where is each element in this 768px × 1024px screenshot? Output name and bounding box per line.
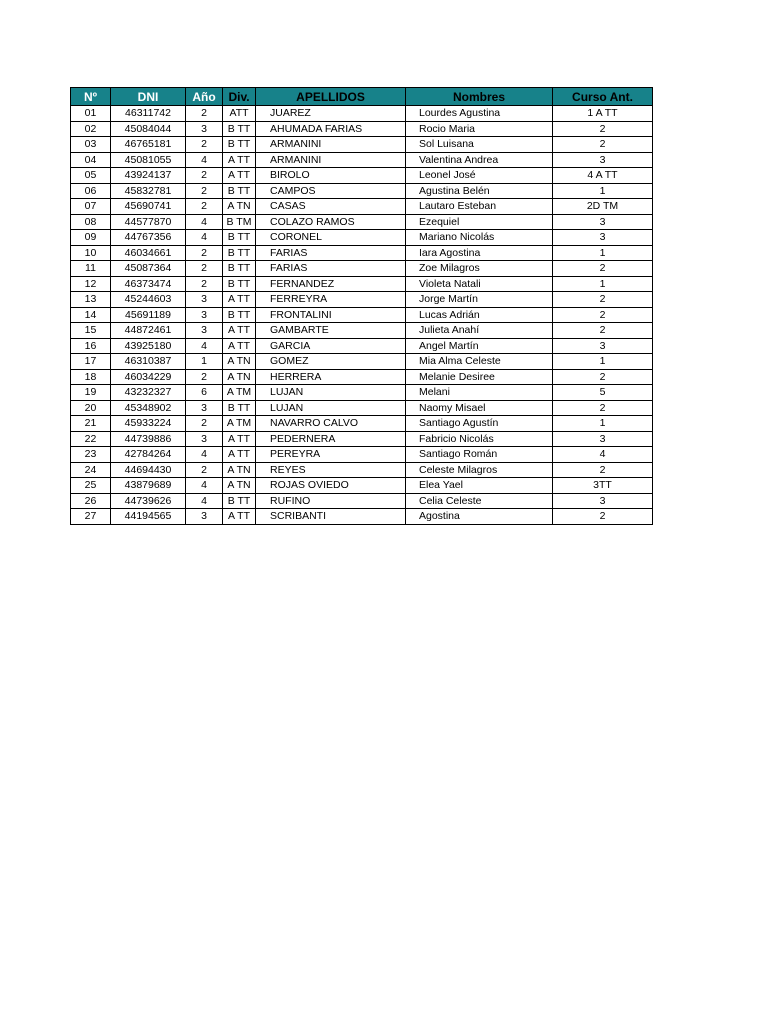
previous-course-cell: 3 (553, 152, 653, 168)
year-cell: 2 (186, 369, 223, 385)
dni-cell: 42784264 (111, 447, 186, 463)
row-number-cell: 01 (71, 106, 111, 122)
surnames-cell: AHUMADA FARIAS (256, 121, 406, 137)
row-number-cell: 03 (71, 137, 111, 153)
row-number-cell: 08 (71, 214, 111, 230)
previous-course-cell: 1 (553, 416, 653, 432)
previous-course-cell: 2 (553, 261, 653, 277)
division-cell: A TN (223, 354, 256, 370)
table-row (71, 106, 653, 122)
names-cell: Zoe Milagros (406, 261, 553, 277)
header-row (71, 88, 653, 106)
names-cell: Santiago Agustín (406, 416, 553, 432)
surnames-cell: REYES (256, 462, 406, 478)
row-number-cell: 27 (71, 509, 111, 525)
surnames-cell: ARMANINI (256, 152, 406, 168)
row-number-cell: 10 (71, 245, 111, 261)
previous-course-cell: 3 (553, 431, 653, 447)
names-cell: Ezequiel (406, 214, 553, 230)
surnames-cell: PEREYRA (256, 447, 406, 463)
row-number-cell: 25 (71, 478, 111, 494)
dni-cell: 45244603 (111, 292, 186, 308)
year-cell: 4 (186, 493, 223, 509)
row-number-cell: 05 (71, 168, 111, 184)
year-cell: 3 (186, 509, 223, 525)
division-cell: B TT (223, 137, 256, 153)
col-number-header: Nº (71, 88, 111, 106)
names-cell: Fabricio Nicolás (406, 431, 553, 447)
division-cell: B TT (223, 230, 256, 246)
table-row (71, 416, 653, 432)
previous-course-cell: 3TT (553, 478, 653, 494)
table-row (71, 431, 653, 447)
year-cell: 2 (186, 199, 223, 215)
surnames-cell: HERRERA (256, 369, 406, 385)
names-cell: Sol Luisana (406, 137, 553, 153)
table-row (71, 214, 653, 230)
table-row (71, 199, 653, 215)
previous-course-cell: 1 (553, 354, 653, 370)
names-cell: Melani (406, 385, 553, 401)
division-cell: B TT (223, 400, 256, 416)
previous-course-cell: 3 (553, 338, 653, 354)
previous-course-cell: 4 A TT (553, 168, 653, 184)
year-cell: 2 (186, 462, 223, 478)
year-cell: 6 (186, 385, 223, 401)
row-number-cell: 12 (71, 276, 111, 292)
division-cell: B TT (223, 183, 256, 199)
previous-course-cell: 2 (553, 292, 653, 308)
table-row (71, 183, 653, 199)
dni-cell: 45084044 (111, 121, 186, 137)
table-row (71, 447, 653, 463)
row-number-cell: 09 (71, 230, 111, 246)
names-cell: Mariano Nicolás (406, 230, 553, 246)
row-number-cell: 21 (71, 416, 111, 432)
previous-course-cell: 2 (553, 462, 653, 478)
surnames-cell: FRONTALINI (256, 307, 406, 323)
row-number-cell: 14 (71, 307, 111, 323)
previous-course-cell: 2 (553, 307, 653, 323)
names-cell: Leonel José (406, 168, 553, 184)
names-cell: Rocio Maria (406, 121, 553, 137)
table-row (71, 493, 653, 509)
dni-cell: 45691189 (111, 307, 186, 323)
year-cell: 2 (186, 276, 223, 292)
row-number-cell: 22 (71, 431, 111, 447)
division-cell: ATT (223, 106, 256, 122)
names-cell: Valentina Andrea (406, 152, 553, 168)
dni-cell: 45348902 (111, 400, 186, 416)
dni-cell: 45832781 (111, 183, 186, 199)
year-cell: 4 (186, 338, 223, 354)
division-cell: B TT (223, 307, 256, 323)
previous-course-cell: 2 (553, 400, 653, 416)
dni-cell: 44767356 (111, 230, 186, 246)
surnames-cell: CORONEL (256, 230, 406, 246)
year-cell: 4 (186, 447, 223, 463)
names-cell: Lourdes Agustina (406, 106, 553, 122)
names-cell: Elea Yael (406, 478, 553, 494)
surnames-cell: RUFINO (256, 493, 406, 509)
year-cell: 2 (186, 168, 223, 184)
surnames-cell: GARCIA (256, 338, 406, 354)
table-row (71, 478, 653, 494)
year-cell: 3 (186, 307, 223, 323)
previous-course-cell: 3 (553, 230, 653, 246)
names-cell: Mia Alma Celeste (406, 354, 553, 370)
surnames-cell: NAVARRO CALVO (256, 416, 406, 432)
table-header (71, 88, 653, 106)
table-row (71, 354, 653, 370)
names-cell: Iara Agostina (406, 245, 553, 261)
row-number-cell: 24 (71, 462, 111, 478)
dni-cell: 43879689 (111, 478, 186, 494)
year-cell: 4 (186, 478, 223, 494)
surnames-cell: BIROLO (256, 168, 406, 184)
division-cell: A TT (223, 323, 256, 339)
year-cell: 2 (186, 183, 223, 199)
table-row (71, 307, 653, 323)
dni-cell: 44739626 (111, 493, 186, 509)
division-cell: A TT (223, 338, 256, 354)
row-number-cell: 16 (71, 338, 111, 354)
names-cell: Lautaro Esteban (406, 199, 553, 215)
row-number-cell: 17 (71, 354, 111, 370)
row-number-cell: 19 (71, 385, 111, 401)
col-names-header: Nombres (406, 88, 553, 106)
table-row (71, 230, 653, 246)
division-cell: A TT (223, 292, 256, 308)
row-number-cell: 15 (71, 323, 111, 339)
names-cell: Julieta Anahí (406, 323, 553, 339)
surnames-cell: FERNANDEZ (256, 276, 406, 292)
surnames-cell: ARMANINI (256, 137, 406, 153)
row-number-cell: 02 (71, 121, 111, 137)
table-body (71, 106, 653, 525)
table-row (71, 509, 653, 525)
names-cell: Celia Celeste (406, 493, 553, 509)
year-cell: 3 (186, 292, 223, 308)
col-previous-course-header: Curso Ant. (553, 88, 653, 106)
dni-cell: 45690741 (111, 199, 186, 215)
year-cell: 4 (186, 230, 223, 246)
year-cell: 2 (186, 245, 223, 261)
table-row (71, 168, 653, 184)
previous-course-cell: 3 (553, 493, 653, 509)
table-row (71, 462, 653, 478)
row-number-cell: 11 (71, 261, 111, 277)
names-cell: Santiago Román (406, 447, 553, 463)
names-cell: Agostina (406, 509, 553, 525)
year-cell: 1 (186, 354, 223, 370)
row-number-cell: 06 (71, 183, 111, 199)
previous-course-cell: 2 (553, 137, 653, 153)
division-cell: B TT (223, 245, 256, 261)
year-cell: 2 (186, 416, 223, 432)
surnames-cell: LUJAN (256, 385, 406, 401)
table-row (71, 338, 653, 354)
table-row (71, 276, 653, 292)
names-cell: Angel Martín (406, 338, 553, 354)
dni-cell: 43232327 (111, 385, 186, 401)
names-cell: Naomy Misael (406, 400, 553, 416)
dni-cell: 44872461 (111, 323, 186, 339)
year-cell: 2 (186, 261, 223, 277)
previous-course-cell: 2D TM (553, 199, 653, 215)
surnames-cell: GOMEZ (256, 354, 406, 370)
division-cell: A TN (223, 462, 256, 478)
previous-course-cell: 5 (553, 385, 653, 401)
dni-cell: 45933224 (111, 416, 186, 432)
row-number-cell: 13 (71, 292, 111, 308)
division-cell: B TM (223, 214, 256, 230)
row-number-cell: 04 (71, 152, 111, 168)
dni-cell: 45087364 (111, 261, 186, 277)
row-number-cell: 07 (71, 199, 111, 215)
surnames-cell: PEDERNERA (256, 431, 406, 447)
table-row (71, 121, 653, 137)
division-cell: A TN (223, 478, 256, 494)
dni-cell: 44577870 (111, 214, 186, 230)
surnames-cell: FERREYRA (256, 292, 406, 308)
division-cell: A TT (223, 509, 256, 525)
previous-course-cell: 2 (553, 323, 653, 339)
previous-course-cell: 1 (553, 245, 653, 261)
surnames-cell: FARIAS (256, 245, 406, 261)
dni-cell: 46373474 (111, 276, 186, 292)
dni-cell: 46034229 (111, 369, 186, 385)
table-row (71, 152, 653, 168)
previous-course-cell: 4 (553, 447, 653, 463)
row-number-cell: 20 (71, 400, 111, 416)
table-row (71, 245, 653, 261)
surnames-cell: FARIAS (256, 261, 406, 277)
col-division-header: Div. (223, 88, 256, 106)
previous-course-cell: 3 (553, 214, 653, 230)
division-cell: A TN (223, 199, 256, 215)
dni-cell: 44739886 (111, 431, 186, 447)
dni-cell: 46311742 (111, 106, 186, 122)
surnames-cell: SCRIBANTI (256, 509, 406, 525)
surnames-cell: LUJAN (256, 400, 406, 416)
year-cell: 3 (186, 431, 223, 447)
previous-course-cell: 1 (553, 276, 653, 292)
division-cell: B TT (223, 276, 256, 292)
names-cell: Agustina Belén (406, 183, 553, 199)
col-dni-header: DNI (111, 88, 186, 106)
dni-cell: 46310387 (111, 354, 186, 370)
table-row (71, 137, 653, 153)
names-cell: Melanie Desiree (406, 369, 553, 385)
year-cell: 3 (186, 400, 223, 416)
dni-cell: 43924137 (111, 168, 186, 184)
table-row (71, 261, 653, 277)
surnames-cell: JUAREZ (256, 106, 406, 122)
division-cell: A TM (223, 385, 256, 401)
dni-cell: 45081055 (111, 152, 186, 168)
division-cell: A TM (223, 416, 256, 432)
table-row (71, 323, 653, 339)
year-cell: 3 (186, 121, 223, 137)
names-cell: Celeste Milagros (406, 462, 553, 478)
year-cell: 4 (186, 214, 223, 230)
division-cell: A TT (223, 431, 256, 447)
student-table (70, 87, 653, 525)
col-year-header: Año (186, 88, 223, 106)
division-cell: A TT (223, 447, 256, 463)
names-cell: Violeta Natali (406, 276, 553, 292)
surnames-cell: CASAS (256, 199, 406, 215)
student-list-sheet (70, 87, 652, 525)
row-number-cell: 18 (71, 369, 111, 385)
division-cell: B TT (223, 121, 256, 137)
surnames-cell: COLAZO RAMOS (256, 214, 406, 230)
previous-course-cell: 2 (553, 121, 653, 137)
row-number-cell: 23 (71, 447, 111, 463)
table-row (71, 385, 653, 401)
dni-cell: 44694430 (111, 462, 186, 478)
row-number-cell: 26 (71, 493, 111, 509)
year-cell: 2 (186, 106, 223, 122)
dni-cell: 43925180 (111, 338, 186, 354)
names-cell: Jorge Martín (406, 292, 553, 308)
surnames-cell: ROJAS OVIEDO (256, 478, 406, 494)
table-row (71, 400, 653, 416)
dni-cell: 44194565 (111, 509, 186, 525)
previous-course-cell: 2 (553, 369, 653, 385)
dni-cell: 46034661 (111, 245, 186, 261)
division-cell: B TT (223, 493, 256, 509)
year-cell: 4 (186, 152, 223, 168)
col-surnames-header: APELLIDOS (256, 88, 406, 106)
previous-course-cell: 1 A TT (553, 106, 653, 122)
table-row (71, 292, 653, 308)
division-cell: A TT (223, 152, 256, 168)
surnames-cell: GAMBARTE (256, 323, 406, 339)
dni-cell: 46765181 (111, 137, 186, 153)
surnames-cell: CAMPOS (256, 183, 406, 199)
year-cell: 3 (186, 323, 223, 339)
division-cell: A TN (223, 369, 256, 385)
names-cell: Lucas Adrián (406, 307, 553, 323)
previous-course-cell: 1 (553, 183, 653, 199)
previous-course-cell: 2 (553, 509, 653, 525)
table-row (71, 369, 653, 385)
division-cell: B TT (223, 261, 256, 277)
division-cell: A TT (223, 168, 256, 184)
year-cell: 2 (186, 137, 223, 153)
